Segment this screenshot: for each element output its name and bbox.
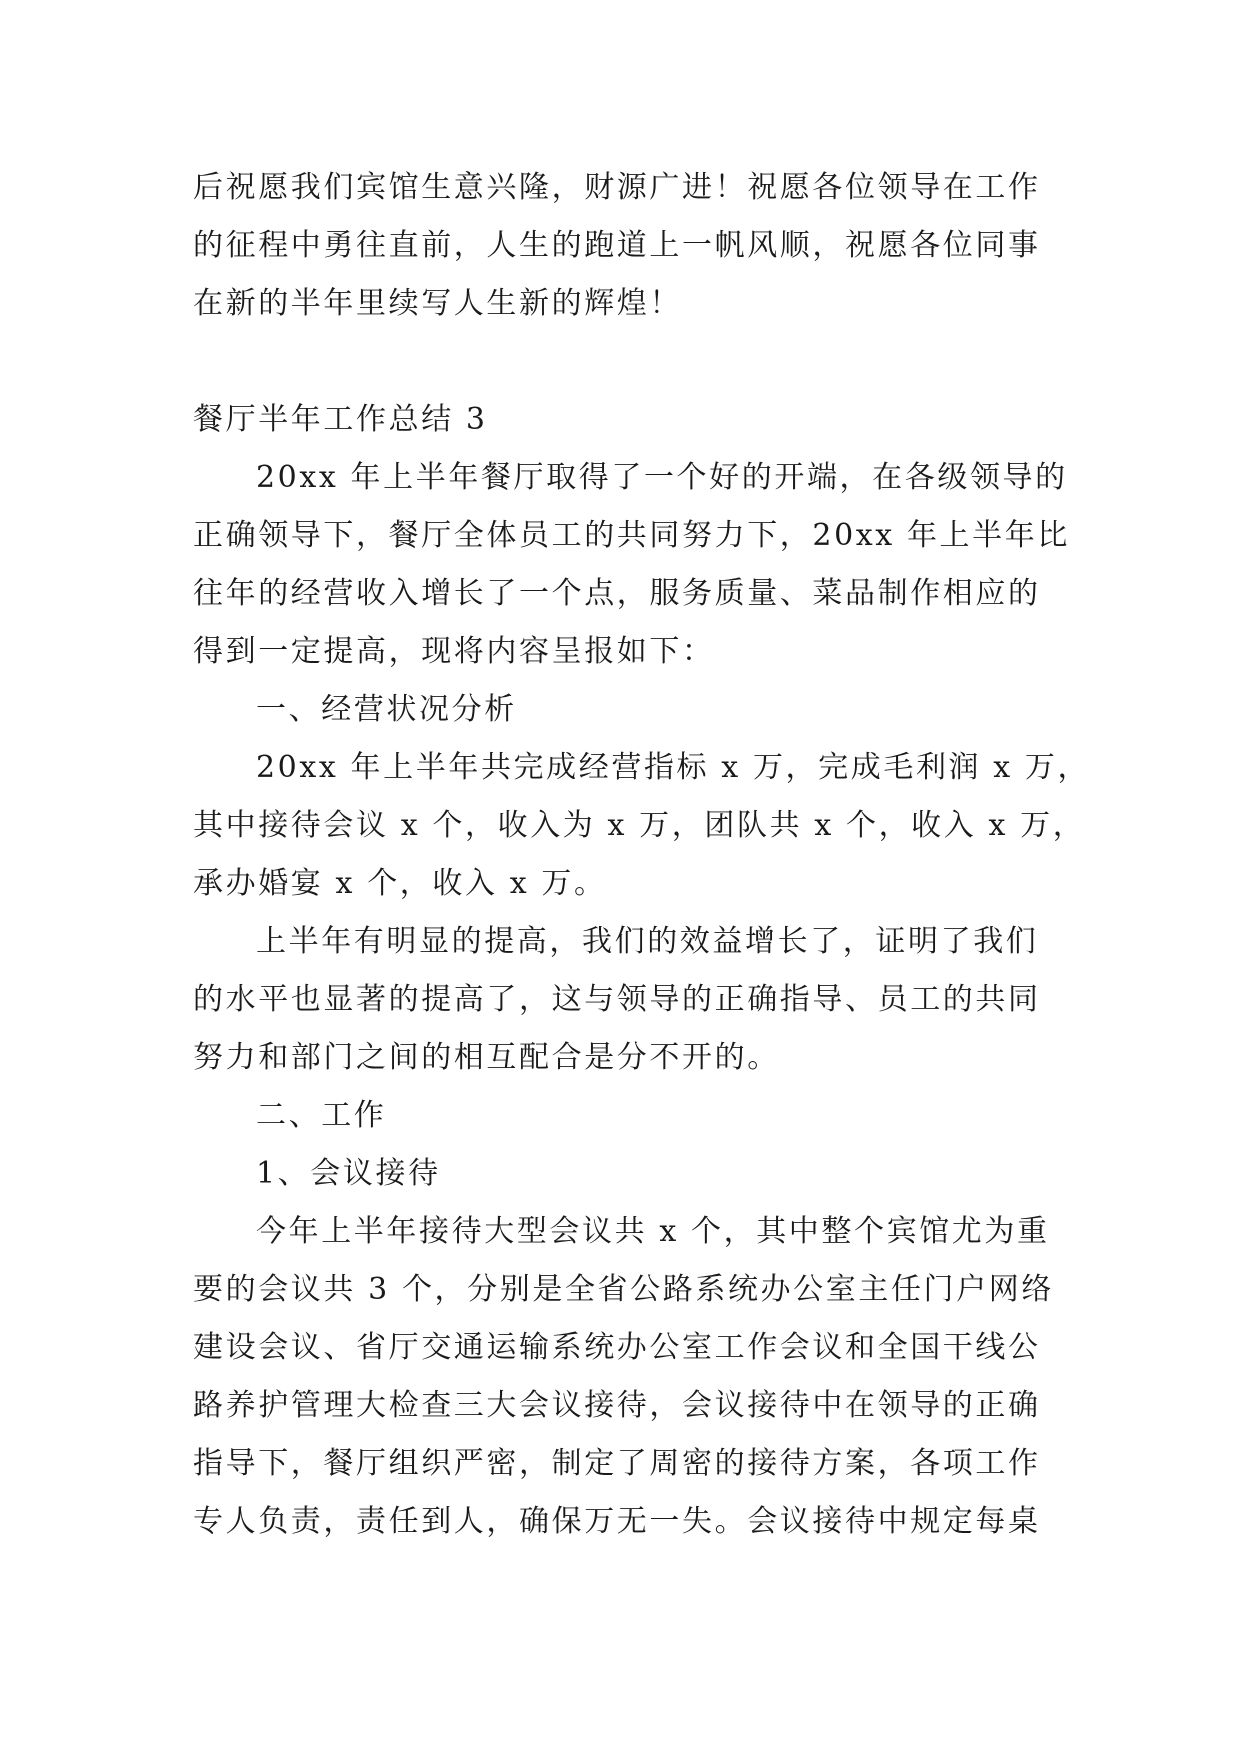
- subheading: 一、经营状况分析: [256, 692, 517, 727]
- text-line: 的水平也显著的提高了，这与领导的正确指导、员工的共同: [193, 982, 1041, 1017]
- text-line: 正确领导下，餐厅全体员工的共同努力下，20xx 年上半年比: [193, 518, 1070, 553]
- text-line: 后祝愿我们宾馆生意兴隆，财源广进！祝愿各位领导在工作: [193, 170, 1041, 205]
- subheading: 1、会议接待: [256, 1156, 441, 1191]
- subheading: 二、工作: [256, 1098, 387, 1133]
- paragraph-first-line: 上半年有明显的提高，我们的效益增长了，证明了我们: [256, 924, 1039, 959]
- text-line: 指导下，餐厅组织严密，制定了周密的接待方案，各项工作: [193, 1446, 1041, 1481]
- paragraph-first-line: 20xx 年上半年餐厅取得了一个好的开端，在各级领导的: [256, 460, 1068, 495]
- text-line: 路养护管理大检查三大会议接待，会议接待中在领导的正确: [193, 1388, 1041, 1423]
- text-line: 其中接待会议 x 个，收入为 x 万，团队共 x 个，收入 x 万，: [193, 808, 1086, 843]
- text-line: 往年的经营收入增长了一个点，服务质量、菜品制作相应的: [193, 576, 1041, 611]
- text-line: 要的会议共 3 个，分别是全省公路系统办公室主任门户网络: [193, 1272, 1054, 1307]
- text-line: 的征程中勇往直前，人生的跑道上一帆风顺，祝愿各位同事: [193, 228, 1041, 263]
- paragraph-first-line: 20xx 年上半年共完成经营指标 x 万，完成毛利润 x 万，: [256, 750, 1091, 785]
- paragraph-first-line: 今年上半年接待大型会议共 x 个，其中整个宾馆尤为重: [256, 1214, 1050, 1249]
- text-line: 努力和部门之间的相互配合是分不开的。: [193, 1040, 780, 1075]
- text-line: 承办婚宴 x 个，收入 x 万。: [193, 866, 607, 901]
- text-line: 建设会议、省厅交通运输系统办公室工作会议和全国干线公: [193, 1330, 1041, 1365]
- text-line: 在新的半年里续写人生新的辉煌！: [193, 286, 682, 321]
- text-line: 专人负责，责任到人，确保万无一失。会议接待中规定每桌: [193, 1504, 1041, 1539]
- text-line: 得到一定提高，现将内容呈报如下：: [193, 634, 715, 669]
- section-heading: 餐厅半年工作总结 3: [193, 402, 488, 437]
